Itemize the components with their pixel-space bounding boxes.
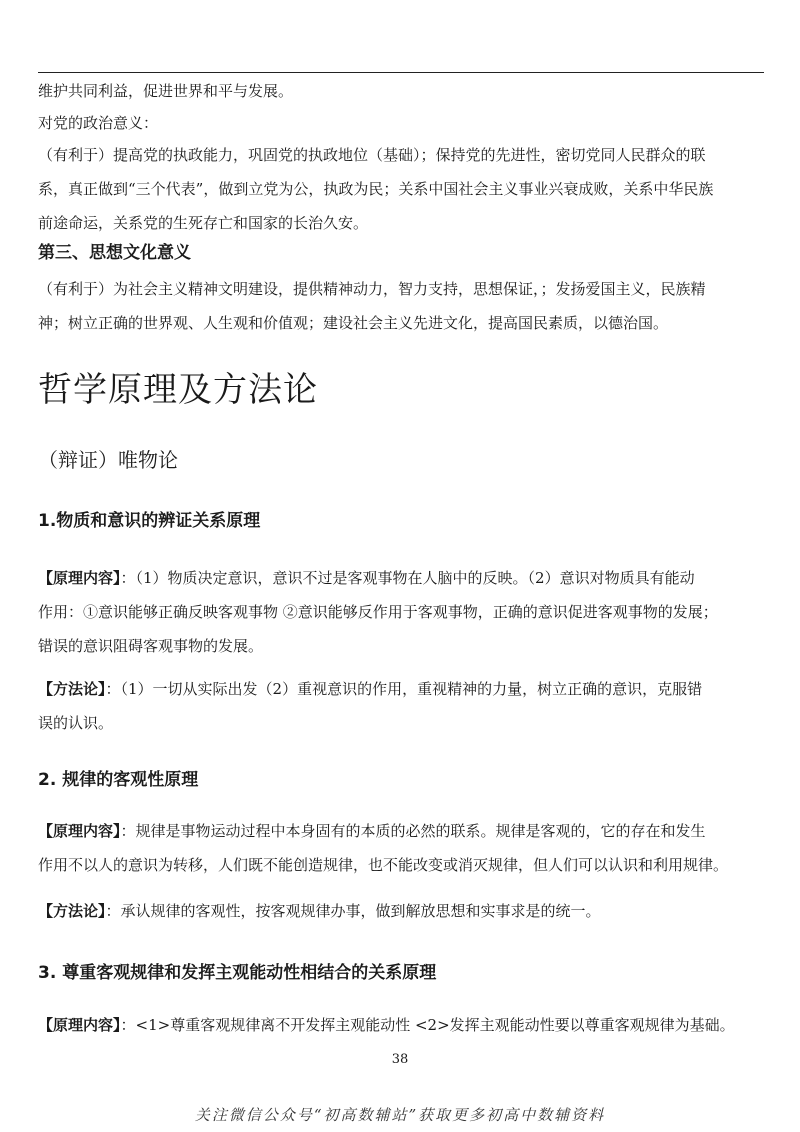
paragraph-line: 【方法论】：（1）一切从实际出发（2）重视意识的作用，重视精神的力量，树立正确的意识，克服错 <box>38 680 703 698</box>
paragraph-line: 【原理内容】：规律是事物运动过程中本身固有的本质的必然的联系。规律是客观的，它的存在和发生 <box>38 822 706 840</box>
method-label: 【方法论】 <box>38 902 106 920</box>
paragraph-line: 系，真正做到“三个代表”，做到立党为公，执政为民；关系中国社会主义事业兴衰成败，关系中华民族 <box>38 180 714 198</box>
principle-method <box>38 894 760 928</box>
party-significance-heading: 对党的政治意义： <box>38 114 159 132</box>
party-significance-text <box>38 138 760 240</box>
paragraph-line: 神；树立正确的世界观、人生观和价值观；建设社会主义先进文化，提高国民素质，以德治国。 <box>38 314 669 332</box>
section-text <box>38 272 760 340</box>
method-label: 【方法论】 <box>38 680 106 698</box>
paragraph-line: （有利于）为社会主义精神文明建设，提供精神动力，智力支持，思想保证，；发扬爱国主义，民族精 <box>38 280 706 298</box>
principle-content <box>38 561 760 663</box>
section-heading: 第三、思想文化意义 <box>38 243 191 263</box>
principle-heading: 1.物质和意识的辨证关系原理 <box>38 511 261 531</box>
paragraph-line: 【原理内容】：（1）物质决定意识，意识不过是客观事物在人脑中的反映。（2）意识对物质具有能动 <box>38 569 695 587</box>
paragraph-line: 作用：①意识能够正确反映客观事物 ②意识能够反作用于客观事物，正确的意识促进客观事物的发展； <box>38 603 718 621</box>
principle-content <box>38 814 760 882</box>
content-label: 【原理内容】 <box>38 822 121 840</box>
paragraph-line: 【原理内容】：<1>尊重客观规律离不开发挥主观能动性 <2>发挥主观能动性要以尊重客观规律为基础。 <box>38 1016 735 1034</box>
paragraph-line: 【方法论】：承认规律的客观性，按客观规律办事，做到解放思想和实事求是的统一。 <box>38 902 601 920</box>
intro-line: 维护共同利益，促进世界和平与发展。 <box>38 82 294 100</box>
footer-note: 关注微信公众号“初高数辅站”获取更多初高中数辅资料 <box>194 1106 606 1124</box>
paragraph-line: 误的认识。 <box>38 714 114 732</box>
header-rule <box>38 72 764 73</box>
paragraph-line: （有利于）提高党的执政能力，巩固党的执政地位（基础）；保持党的先进性，密切党同人民群众的联 <box>38 146 706 164</box>
paragraph-line: 错误的意识阻碍客观事物的发展。 <box>38 637 264 655</box>
page-number: 38 <box>391 1052 409 1067</box>
paragraph-line: 前途命运，关系党的生死存亡和国家的长治久安。 <box>38 214 369 232</box>
subsection-title: （辩证）唯物论 <box>38 448 178 472</box>
principle-heading: 2. 规律的客观性原理 <box>38 770 199 790</box>
principle-content <box>38 1008 760 1042</box>
principle-method <box>38 672 760 740</box>
content-label: 【原理内容】 <box>38 1016 121 1034</box>
principle-heading: 3. 尊重客观规律和发挥主观能动性相结合的关系原理 <box>38 963 437 983</box>
content-label: 【原理内容】 <box>38 569 121 587</box>
paragraph-line: 作用不以人的意识为转移，人们既不能创造规律，也不能改变或消灭规律，但人们可以认识和利用规律。 <box>38 856 729 874</box>
chapter-title: 哲学原理及方法论 <box>38 370 318 410</box>
